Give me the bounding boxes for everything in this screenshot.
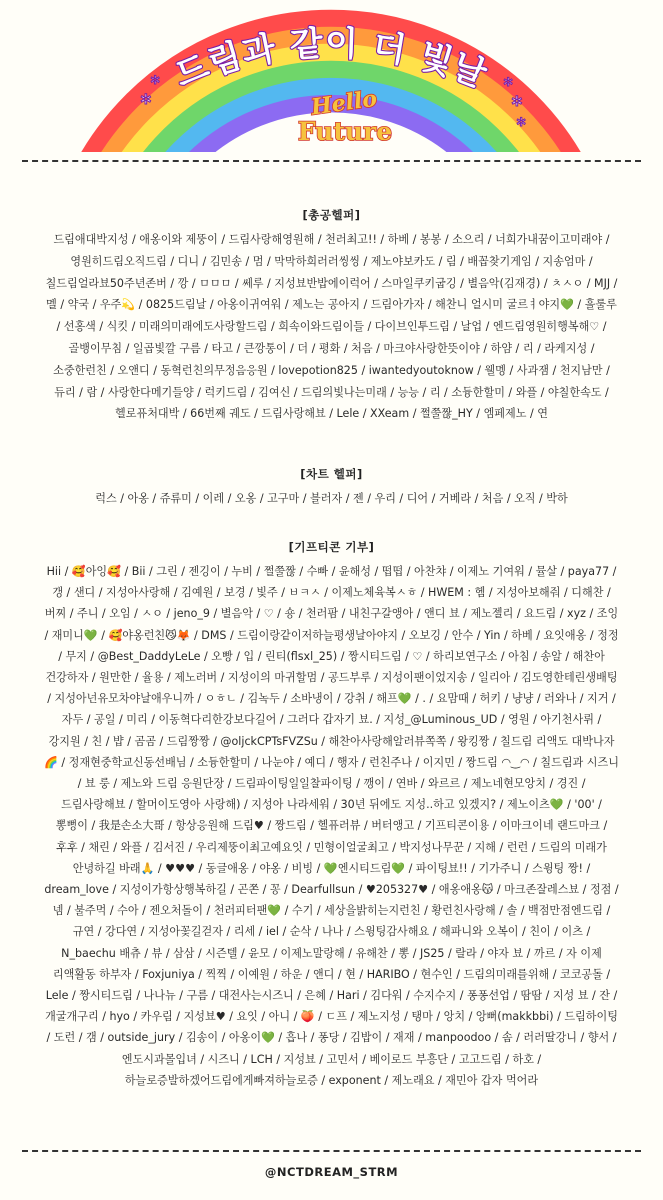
section-title-mass-help: [총공헬퍼] [302, 208, 361, 222]
sparkle-icon: ✲ [140, 92, 152, 108]
header-banner [0, 0, 663, 160]
section-title-chart-help: [차트 헬퍼] [300, 467, 363, 481]
svg-text:Future: Future [297, 117, 393, 146]
sparkle-icon: ✲ [503, 75, 514, 89]
sparkle-icon: ✲ [516, 115, 527, 129]
divider-bottom [22, 1150, 641, 1152]
footer-handle: @NCTDREAM_STRM [264, 1165, 399, 1179]
sparkle-icon: ✲ [150, 73, 161, 87]
gifticon-names: Hii / 🥰아잉🥰 / Bii / 그린 / 젠깅이 / 누비 / 쩔쭐짢 / 수빠 / 윤해성 / 떱떱 / 아찬챠 / 이제노 기여워 / 뮬살 / paya77 / 갱 / 샌디 / 지성아사랑해 / 김예원 / 보경 / 빛주 / ㅂㅋㅅ / 이제노체육복ㅅㅎ / HWEM : 헴 / 지성아보해줘 / 디해찬 / 버찌 / 주니 / 오임 / ㅅㅇ / jeno_9 / 별음악 / ♡ / 숑 / 천러팜 / 내친구갈앵아 / 앤디 뵤 / 제노젤리 / 요드림 / xyz / 조잉 / 재미니💚 / 🥰야옹런친😼🦊 / DMS / 드림이랑같이저하늘평생날아야지 / 오보깅 / 안수 / Yin / 하베 / 요잇애옹 / 정정 / 무지 / @Best_DaddyLeLe / 오빵 / 입 / 린티(flsxl_25) / 짱시티드림 / ♡ / 하리보연구소 / 아침 / 송알 / 해찬아 건강하자 / 원만한 / 율용 / 제노러버 / 지성이의 마귀할멈 / 공드부루 / 지성이팬이었지송 / 일리아 / 김도영한테린생배팅 / 지성아넌유모차야날애우니까 / ㅇㅎㄴ / 김녹두 / 소바냉이 / 강취 / 해프💚 / . / 요맘때 / 허키 / 냥냥 / 러와나 / 지거 / 자두 / 공일 / 미리 / 이동혁다리한강보다길어 / 그러다 갑자기 뵤. / 지성_@Luminous_UD / 영원 / 아기천사뤼 / 강지원 / 친 / 뱝 / 곰곰 / 드림짱짱 / @oljckCPTsFVZSu / 해찬아사랑해알러뷰쪽쪽 / 왕킹짱 / 칠드림 리액도 대박나자🌈 / 정재현중학교신동선배님 / 소듕한할미 / 나눈야 / 예디 / 행자 / 런친주나 / 이지민 / 짱드림 ◠‿◠ / 칠드림과 시즈니 / 뵤 룽 / 제노와 드림 응원단장 / 드림파이팅일일찰파이팅 / 깽이 / 연바 / 와르르 / 제노네현모앙치 / 경진 / 드림사랑해뵤 / 할머이도영아 사랑해) / 지성아 나라세워 / 30년 뒤에도 지성..하고 있겠지? / 제노이츠💚 / '00' / 뽕뻥이 / 我是손소大哥 / 항상응원해 드림♥ / 짱드림 / 헬퓨러뷰 / 버터앵고 / 기프티콘이용 / 이마크이네 랜드마크 / 후후 / 채린 / 와플 / 김서진 / 우리제뚱이최고예요잇 / 민형이얼굴최고 / 박지성나무꾼 / 지해 / 런런 / 드림의 미래가 안녕하길 바래🙏 / ♥♥♥ / 동글애옹 / 야옹 / 비빙 / 💚엔시티드림💚 / 파이팅뵤!! / 기가주니 / 스윙팅 짱! / dream_love / 지성이가항상행복하길 / 곤쫀 / 꽁 / Dearfullsun / ♥205327♥ / 애옹애옹😽 / 마크존잘레스뵤 / 정점 / 넴 / 불주먹 / 수아 / 젠오처돌이 / 천러피터팬💚 / 수기 / 세상을밝히는지런친 / 황런친사랑해 / 솔 / 백점만점엔드림 / 규연 / 강다연 / 지성아꽃길걷자 / 리세 / iel / 순삭 / 나나 / 스윙팅감사해요 / 해파니와 오복이 / 친이 / 이츠 / N_baechu 배츄 / 뷰 / 삼삼 / 시즌텔 / 윤모 / 이제노말랑해 / 유해찬 / 뽕 / JS25 / 랄라 / 야자 뵤 / 까르 / 자 이제 리액활동 하부자 / Foxjuniya / 찍찍 / 이예원 / 하운 / 앤디 / 현 / HARIBO / 현수인 / 드림의미래를위해 / 코코공돌 / Lele / 짱시티드림 / 나나뉴 / 구름 / 대전사는시즈니 / 은혜 / Hari / 김다워 / 수지수지 / 퐁퐁선업 / 땀땀 / 지성 뵤 / 잔 / 개굴개구리 / hyo / 카우림 / 지성뵤♥ / 요잇 / 아니 / 🍑 / ㄷ프 / 제노지성 / 탱마 / 앙치 / 앙뻐(makkbbi) / 드림하이팅 / 도런 / 갬 / outside_jury / 김송이 / 아옹이💚 / 흡나 / 퐁당 / 김밥이 / 재재 / manpoodoo / 솜 / 러러딸강니 / 향서 / 엔도시과몰입녀 / 시즈니 / LCH / 지성뵤 / 고민서 / 베이로드 부흥단 / 고고드림 / 하호 / 하늘로증발하겠어드림에게빠져하늘로증 / exponent / 제노래요 / 재민아 갑자 먹어라 [44, 565, 619, 1087]
rainbow-mask [0, 152, 663, 160]
svg-text:Hello: Hello [309, 85, 379, 121]
chart-help-names: 럭스 / 아옹 / 쥬류미 / 이레 / 오옹 / 고구마 / 블러자 / 젠 / 우리 / 디어 / 거베라 / 처음 / 오직 / 박하 [95, 492, 568, 505]
page-title: 드림과 같이 더 빛날 [169, 23, 493, 96]
section-title-gifticon: [기프티콘 기부] [288, 540, 375, 554]
rainbow-arch [0, 0, 663, 160]
divider-top [22, 160, 641, 162]
sparkle-icon: ✲ [511, 94, 523, 110]
mass-help-names: 드림애대박지성 / 애옹이와 제뚱이 / 드림사랑해영원해 / 천러최고!! / 하베 / 봉봉 / 소으리 / 너희가내꿈이고미래야 / 영원히드림오직드림 / 디니 / 김민송 / 멈 / 막막하희러러씽씽 / 제노야보카도 / 림 / 배꼽찾기게임 / 지송엄마 / 칠드림얼라뵤50주년존버 / 깡 / ㅁㅁㅁ / 쎄루 / 지성뵤반밥에이럭어 / 스마일쿠키굽깅 / 별음악(김재경) / ㅊㅅㅇ / MJJ / 멜 / 약국 / 우주💫 / 0825드림날 / 아옹이귀여워 / 제노는 공아지 / 드림아가자 / 해찬니 얼시미 굴르ㅕ야지💚 / 흘룰루 / 선홍색 / 식킷 / 미래의미래에도사랑할드림 / 희속이와드림이들 / 다이브인투드림 / 날업 / 엔드림영원히행복해♡ / 골뱅이무침 / 일곱빛깔 구름 / 타고 / 큰깡통이 / 더 / 평화 / 처음 / 마크야사랑한뜻이야 / 하얌 / 리 / 라케지성 / 소중한런친 / 오앤디 / 동혁런친의무정음응원 / lovepotion825 / iwantedyoutoknow / 웰멩 / 사과잼 / 천지남만 / 듀리 / 람 / 사랑한다메기들양 / 럭키드림 / 김여신 / 드림의빛나는미래 / 능능 / 리 / 소듕한할미 / 와플 / 야칠한속도 / 헬로퓨처대박 / 66번째 궤도 / 드림사랑해뵤 / Lele / XXeam / 쩔쭐짢_HY / 엠페제노 / 연 [45, 233, 618, 421]
